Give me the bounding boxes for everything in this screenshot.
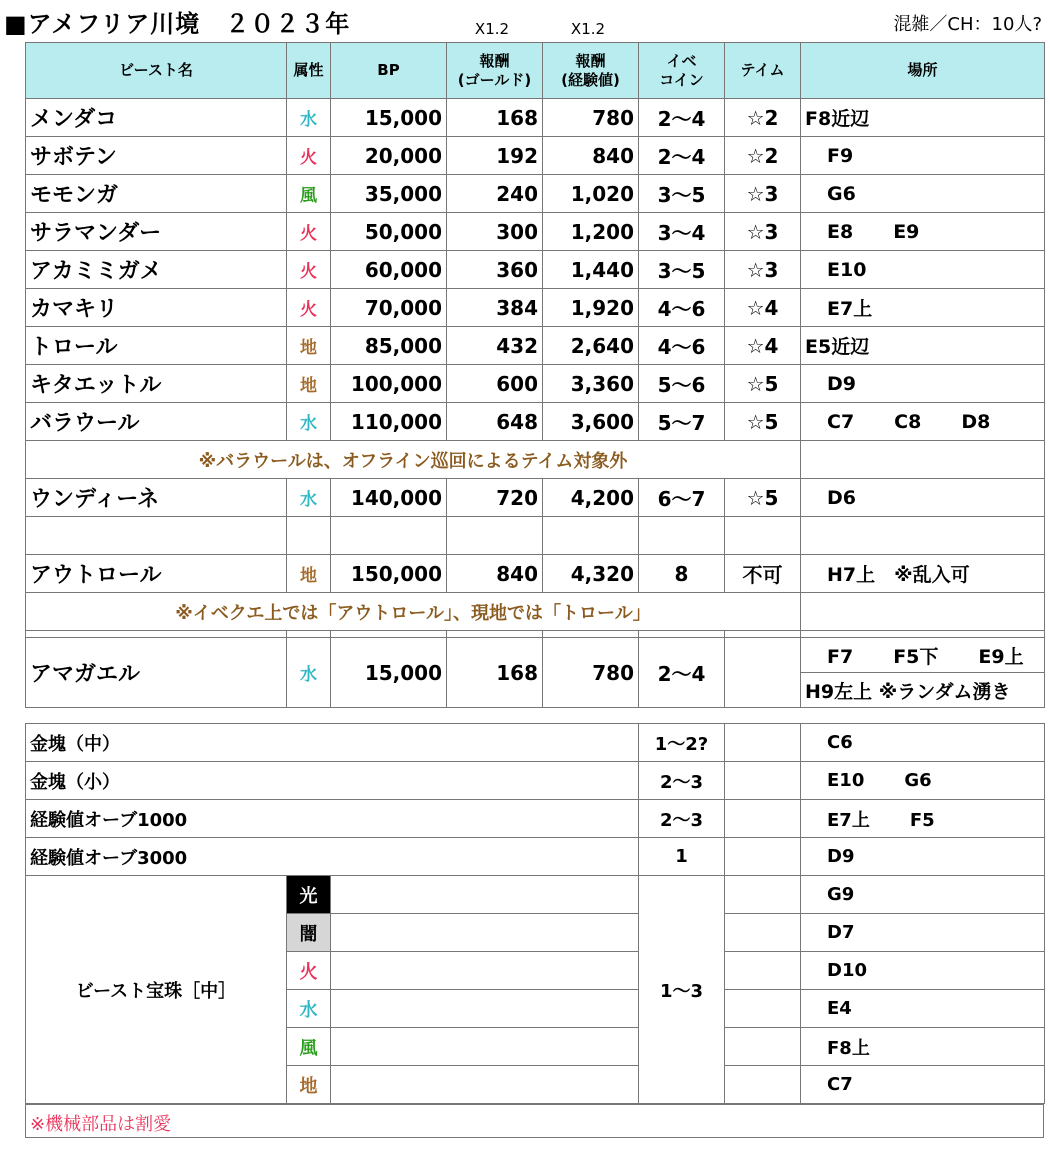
- header-element: 属性: [287, 43, 331, 99]
- coin-cell: 1: [639, 838, 725, 876]
- beast-name: メンダコ: [26, 99, 287, 137]
- exp-cell: 3,360: [543, 365, 639, 403]
- bp-cell: 35,000: [331, 175, 447, 213]
- place-tag: D7: [827, 922, 855, 943]
- place-cell: [801, 800, 1045, 838]
- bp-cell: 20,000: [331, 137, 447, 175]
- coin-cell: 6～7: [639, 479, 725, 517]
- place-cell: [801, 479, 1045, 517]
- coin-cell: 2～4: [639, 137, 725, 175]
- beast-name: トロール: [26, 327, 287, 365]
- exp-cell: 1,920: [543, 289, 639, 327]
- place-tag: H7上 ※乱入可: [827, 564, 970, 586]
- exp-multiplier: X1.2: [570, 20, 606, 38]
- place-tag: F7: [827, 645, 854, 668]
- orb-name: ビースト宝珠［中］: [26, 876, 287, 1104]
- tame-cell: ☆3: [725, 175, 801, 213]
- bp-cell: 150,000: [331, 555, 447, 593]
- empty-cell: [725, 631, 801, 638]
- empty-cell: [725, 876, 801, 914]
- beast-name: サラマンダー: [26, 213, 287, 251]
- element-cell: 風: [287, 1028, 331, 1066]
- element-cell: 水: [287, 638, 331, 708]
- empty-row: [26, 631, 1045, 638]
- place-tag: C7: [827, 410, 855, 433]
- beast-name: ウンディーネ: [26, 479, 287, 517]
- empty-cell: [447, 631, 543, 638]
- table-row: [26, 762, 1045, 800]
- table-row: [26, 800, 1045, 838]
- table-row: [26, 555, 1045, 593]
- bp-cell: 60,000: [331, 251, 447, 289]
- place-tag: G6: [827, 182, 856, 205]
- empty-cell: [331, 1066, 639, 1104]
- element-cell: 地: [287, 1066, 331, 1104]
- bp-cell: 85,000: [331, 327, 447, 365]
- element-cell: 火: [287, 213, 331, 251]
- place-tag: F9: [827, 144, 854, 167]
- element-cell: 水: [287, 479, 331, 517]
- table-row: [26, 479, 1045, 517]
- place-tag: C8: [894, 410, 922, 433]
- beast-table: [25, 42, 1045, 708]
- place-cell: [801, 99, 1045, 137]
- element-cell: 地: [287, 555, 331, 593]
- place-cell: [801, 327, 1045, 365]
- note-text: ※バラウールは、オフライン巡回によるテイム対象外: [26, 441, 801, 479]
- exp-cell: 780: [543, 638, 639, 708]
- place-tag: E7上: [827, 298, 873, 320]
- empty-cell: [287, 517, 331, 555]
- place-cell: [801, 952, 1045, 990]
- beast-name: キタエットル: [26, 365, 287, 403]
- empty-cell: [725, 724, 801, 762]
- gold-cell: 720: [447, 479, 543, 517]
- empty-cell: [331, 914, 639, 952]
- page-title: ■アメフリア川境 ２０２３年: [4, 10, 351, 38]
- empty-cell: [639, 631, 725, 638]
- empty-cell: [331, 990, 639, 1028]
- place-tag: C7: [827, 1074, 853, 1095]
- gold-cell: 360: [447, 251, 543, 289]
- place-tag: D9: [827, 846, 855, 867]
- coin-cell: 2～3: [639, 800, 725, 838]
- empty-cell: [801, 441, 1045, 479]
- place-tag: F8近辺: [805, 108, 870, 130]
- gold-cell: 840: [447, 555, 543, 593]
- gold-cell: 168: [447, 99, 543, 137]
- place-cell: [801, 762, 1045, 800]
- empty-cell: [725, 952, 801, 990]
- element-cell: 闇: [287, 914, 331, 952]
- crowd-info: 混雑／CH：10人?: [893, 14, 1042, 35]
- empty-cell: [331, 952, 639, 990]
- material-name: 金塊（小）: [26, 762, 639, 800]
- place-tag: F5下: [893, 645, 939, 668]
- place-tag: G9: [827, 884, 855, 905]
- beast-name: サボテン: [26, 137, 287, 175]
- place-cell: [801, 638, 1045, 673]
- place-cell: [801, 365, 1045, 403]
- place-tag: F8上: [827, 1037, 870, 1059]
- place-tag: C6: [827, 732, 853, 753]
- empty-cell: [26, 631, 287, 638]
- place-cell: [801, 724, 1045, 762]
- element-cell: 水: [287, 403, 331, 441]
- place-tag: D8: [961, 410, 991, 433]
- table-row: [26, 838, 1045, 876]
- table-row: [26, 251, 1045, 289]
- material-name: 経験値オーブ3000: [26, 838, 639, 876]
- place-tag: H9左上 ※ランダム湧き: [805, 680, 1011, 703]
- gold-cell: 600: [447, 365, 543, 403]
- element-cell: 火: [287, 952, 331, 990]
- element-cell: 地: [287, 327, 331, 365]
- place-tag: E10: [827, 258, 867, 281]
- place-tag: E10: [827, 770, 865, 791]
- place-tag: D9: [827, 372, 856, 395]
- table-row: [26, 876, 1045, 914]
- bp-cell: 70,000: [331, 289, 447, 327]
- tame-cell: 不可: [725, 555, 801, 593]
- empty-cell: [725, 1028, 801, 1066]
- element-cell: 火: [287, 137, 331, 175]
- bp-cell: 140,000: [331, 479, 447, 517]
- header-gold: 報酬 (ゴールド): [447, 43, 543, 99]
- exp-cell: 1,440: [543, 251, 639, 289]
- place-cell: [801, 555, 1045, 593]
- header-tame: テイム: [725, 43, 801, 99]
- element-cell: 火: [287, 289, 331, 327]
- element-cell: 風: [287, 175, 331, 213]
- gold-cell: 192: [447, 137, 543, 175]
- table-row: [26, 365, 1045, 403]
- table-row: [26, 638, 1045, 673]
- table-row: [26, 327, 1045, 365]
- element-cell: 水: [287, 990, 331, 1028]
- place-cell: [801, 673, 1045, 708]
- coin-cell: 3～5: [639, 175, 725, 213]
- material-name: 金塊（中）: [26, 724, 639, 762]
- place-cell: [801, 213, 1045, 251]
- table-row: [26, 724, 1045, 762]
- note-row: [26, 441, 1045, 479]
- place-cell: [801, 876, 1045, 914]
- empty-row: [26, 517, 1045, 555]
- coin-cell: 4～6: [639, 327, 725, 365]
- gold-cell: 168: [447, 638, 543, 708]
- tame-cell: ☆4: [725, 327, 801, 365]
- empty-cell: [639, 517, 725, 555]
- element-cell: 水: [287, 99, 331, 137]
- place-tag: E9上: [978, 645, 1024, 668]
- tame-cell: ☆5: [725, 403, 801, 441]
- tame-cell: ☆3: [725, 213, 801, 251]
- gold-cell: 300: [447, 213, 543, 251]
- gold-cell: 240: [447, 175, 543, 213]
- place-tag: E4: [827, 998, 852, 1019]
- empty-cell: [26, 517, 287, 555]
- note-row: [26, 593, 1045, 631]
- header-name: ビースト名: [26, 43, 287, 99]
- gold-cell: 432: [447, 327, 543, 365]
- place-cell: [801, 137, 1045, 175]
- place-cell: [801, 838, 1045, 876]
- empty-cell: [725, 762, 801, 800]
- coin-cell: 3～4: [639, 213, 725, 251]
- place-tag: F5: [909, 809, 935, 831]
- coin-cell: 1～2?: [639, 724, 725, 762]
- header-place: 場所: [801, 43, 1045, 99]
- empty-cell: [543, 517, 639, 555]
- empty-cell: [801, 517, 1045, 555]
- empty-cell: [725, 914, 801, 952]
- exp-cell: 4,200: [543, 479, 639, 517]
- element-cell: 光: [287, 876, 331, 914]
- empty-cell: [725, 517, 801, 555]
- empty-cell: [725, 1066, 801, 1104]
- tame-cell: ☆5: [725, 479, 801, 517]
- materials-table: [25, 723, 1045, 1104]
- coin-cell: 2～4: [639, 638, 725, 708]
- place-cell: [801, 1028, 1045, 1066]
- place-cell: [801, 403, 1045, 441]
- tame-cell: ☆2: [725, 137, 801, 175]
- place-tag: D10: [827, 960, 867, 981]
- empty-cell: [725, 800, 801, 838]
- note-text: ※イベクエ上では「アウトロール」、現地では「トロール」: [26, 593, 801, 631]
- coin-cell: 5～6: [639, 365, 725, 403]
- coin-cell: 3～5: [639, 251, 725, 289]
- table-row: [26, 403, 1045, 441]
- empty-cell: [331, 1028, 639, 1066]
- gold-cell: 384: [447, 289, 543, 327]
- empty-cell: [543, 631, 639, 638]
- table-row: [26, 289, 1045, 327]
- empty-cell: [447, 517, 543, 555]
- beast-name: モモンガ: [26, 175, 287, 213]
- place-tag: E7上: [827, 809, 870, 831]
- place-cell: [801, 990, 1045, 1028]
- tame-cell: ☆3: [725, 251, 801, 289]
- place-tag: G6: [904, 770, 932, 791]
- exp-cell: 4,320: [543, 555, 639, 593]
- coin-cell: 1～3: [639, 876, 725, 1104]
- tame-cell: ☆2: [725, 99, 801, 137]
- footer-note-box: [25, 1104, 1044, 1138]
- tame-cell: ☆5: [725, 365, 801, 403]
- header-bp: BP: [331, 43, 447, 99]
- bp-cell: 100,000: [331, 365, 447, 403]
- bp-cell: 15,000: [331, 99, 447, 137]
- empty-cell: [331, 631, 447, 638]
- empty-cell: [287, 631, 331, 638]
- bp-cell: 110,000: [331, 403, 447, 441]
- exp-cell: 1,200: [543, 213, 639, 251]
- coin-cell: 2～4: [639, 99, 725, 137]
- exp-cell: 1,020: [543, 175, 639, 213]
- table-row: [26, 137, 1045, 175]
- empty-cell: [725, 990, 801, 1028]
- beast-name: アマガエル: [26, 638, 287, 708]
- element-cell: 地: [287, 365, 331, 403]
- gold-cell: 648: [447, 403, 543, 441]
- exp-cell: 840: [543, 137, 639, 175]
- place-tag: E9: [893, 220, 920, 243]
- place-cell: [801, 914, 1045, 952]
- place-cell: [801, 289, 1045, 327]
- coin-cell: 4～6: [639, 289, 725, 327]
- element-cell: 火: [287, 251, 331, 289]
- beast-name: アカミミガメ: [26, 251, 287, 289]
- coin-cell: 8: [639, 555, 725, 593]
- empty-cell: [331, 876, 639, 914]
- footer-note: ※機械部品は割愛: [30, 1114, 172, 1135]
- place-tag: E5近辺: [805, 336, 870, 358]
- place-tag: D6: [827, 486, 856, 509]
- place-cell: [801, 251, 1045, 289]
- table-row: [26, 213, 1045, 251]
- gold-multiplier: X1.2: [474, 20, 510, 38]
- empty-cell: [801, 631, 1045, 638]
- exp-cell: 780: [543, 99, 639, 137]
- bp-cell: 15,000: [331, 638, 447, 708]
- table-row: [26, 175, 1045, 213]
- coin-cell: 2～3: [639, 762, 725, 800]
- empty-cell: [801, 593, 1045, 631]
- place-tag: E8: [827, 220, 854, 243]
- coin-cell: 5～7: [639, 403, 725, 441]
- bp-cell: 50,000: [331, 213, 447, 251]
- header-exp: 報酬 (経験値): [543, 43, 639, 99]
- beast-name: バラウール: [26, 403, 287, 441]
- header-coin: イベ コイン: [639, 43, 725, 99]
- beast-name: カマキリ: [26, 289, 287, 327]
- beast-name: アウトロール: [26, 555, 287, 593]
- empty-cell: [331, 517, 447, 555]
- place-cell: [801, 1066, 1045, 1104]
- material-name: 経験値オーブ1000: [26, 800, 639, 838]
- tame-cell: [725, 638, 801, 708]
- exp-cell: 3,600: [543, 403, 639, 441]
- exp-cell: 2,640: [543, 327, 639, 365]
- tame-cell: ☆4: [725, 289, 801, 327]
- place-cell: [801, 175, 1045, 213]
- table-row: [26, 99, 1045, 137]
- empty-cell: [725, 838, 801, 876]
